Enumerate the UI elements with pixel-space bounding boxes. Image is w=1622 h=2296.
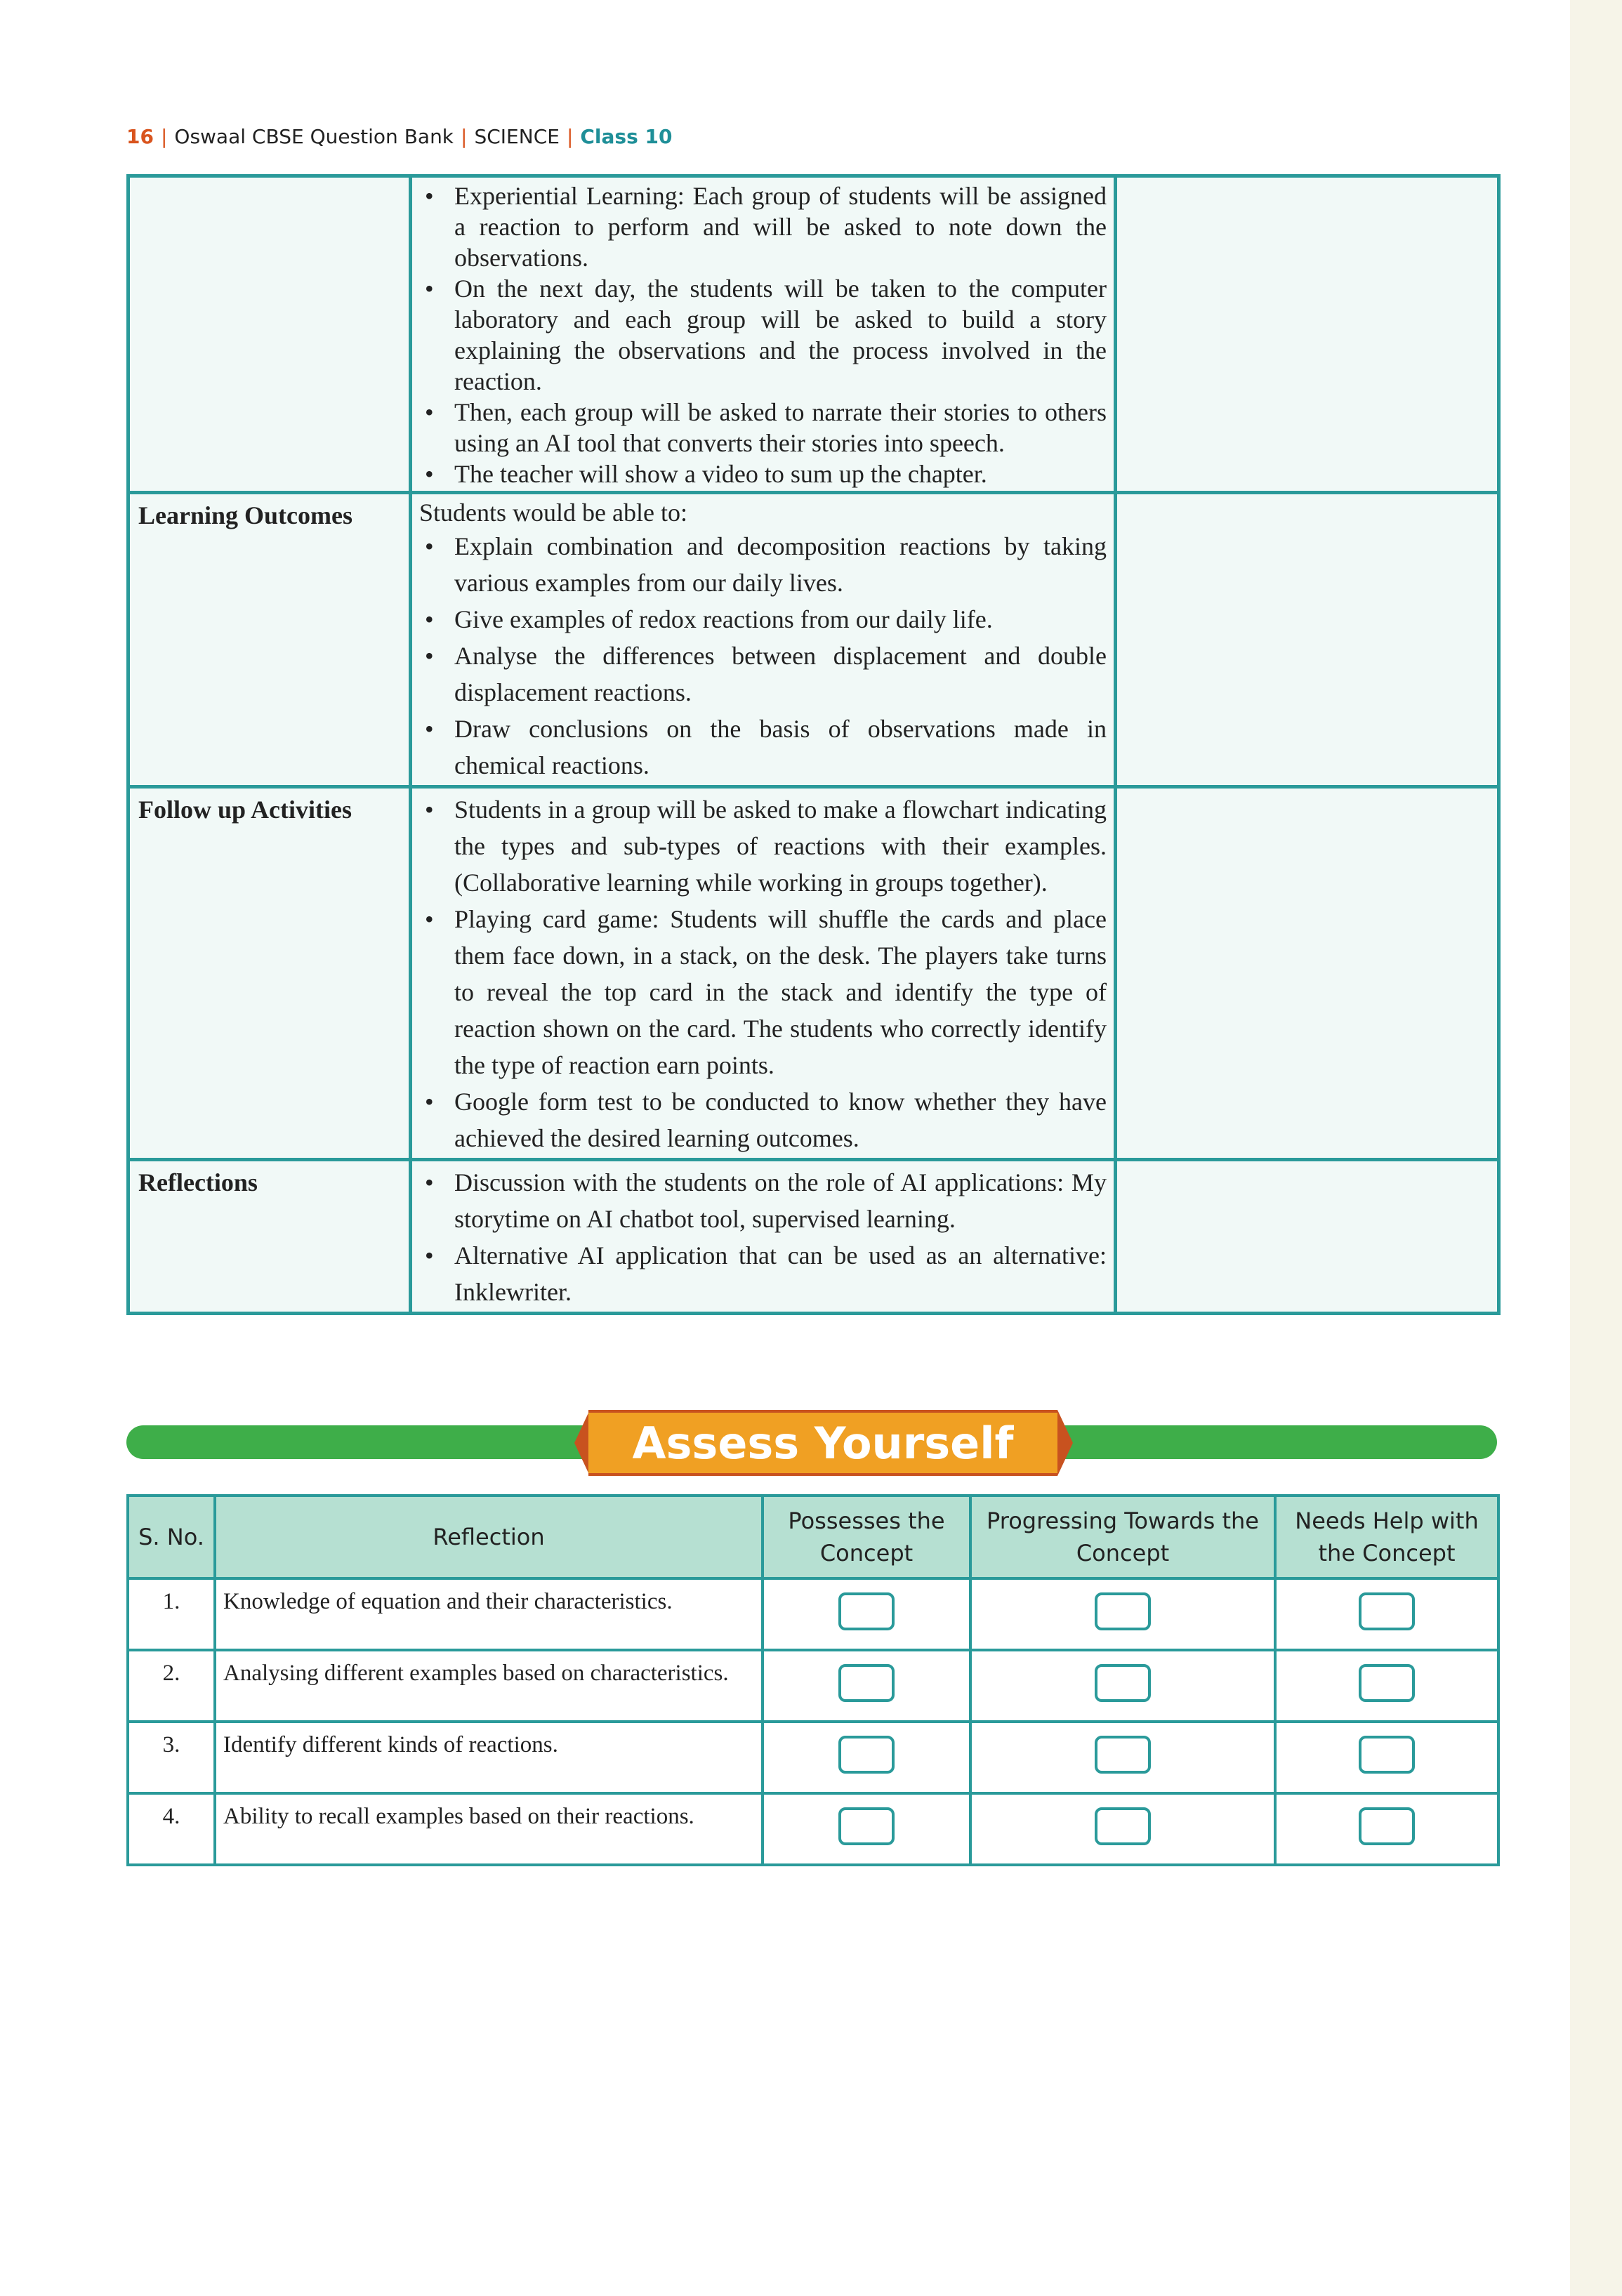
empty-cell [1116,176,1499,493]
row-content [411,787,1116,1160]
page-edge-strip [1570,0,1622,2296]
header-separator: | [566,124,574,148]
class-label: Class 10 [580,124,673,148]
bullet-item: • Alternative AI application that can be used as an alternative: Inklewriter. [419,1237,1107,1310]
bullet-item: • Experiential Learning: Each group of students will be assigned a reaction to perform and will be asked to note down the observations. [419,180,1107,273]
bullet-item: • Analyse the differences between displacement and double displacement reactions. [419,638,1107,711]
header-separator: | [461,124,468,148]
checkbox[interactable] [838,1592,895,1630]
cell-possesses [763,1650,970,1722]
bullet-list [419,791,1107,1156]
header-separator: | [160,124,168,148]
checkbox[interactable] [838,1664,895,1702]
checkbox[interactable] [1359,1736,1415,1774]
bullet-item: • Playing card game: Students will shuffle the cards and place them face down, in a stack, on the desk. The players take turns to reveal the top card in the stack and identify the type of reaction shown on the card. The students who correctly identify the type of reaction earn points. [419,901,1107,1083]
subject-label: SCIENCE [474,124,560,148]
bullet-item: • Discussion with the students on the role of AI applications: My storytime on AI chatbot tool, supervised learning. [419,1164,1107,1237]
cell-needs-help [1275,1650,1498,1722]
row-content [411,1160,1116,1314]
table-row [128,1793,1498,1865]
empty-cell [1116,493,1499,787]
checkbox[interactable] [838,1736,895,1774]
assess-header-row [128,1496,1498,1578]
checkbox[interactable] [1359,1592,1415,1630]
bullet-item: • Google form test to be conducted to know whether they have achieved the desired learning outcomes. [419,1083,1107,1156]
cell-progressing [970,1793,1275,1865]
bullet-item: • Give examples of redox reactions from our daily life. [419,601,1107,638]
row-reflection: Knowledge of equation and their characteristics. [215,1578,763,1650]
cell-possesses [763,1722,970,1793]
cell-possesses [763,1578,970,1650]
row-content [411,493,1116,787]
bullet-item: • Draw conclusions on the basis of observations made in chemical reactions. [419,711,1107,784]
row-content [411,176,1116,493]
table-row [128,1650,1498,1722]
col-header-reflection: Reflection [215,1496,763,1578]
checkbox[interactable] [1359,1807,1415,1845]
bullet-item: • Students in a group will be asked to make a flowchart indicating the types and sub-types of reactions with their examples. (Collaborative learning while working in groups together). [419,791,1107,901]
table-row [128,1578,1498,1650]
cell-possesses [763,1793,970,1865]
bullet-item: • Then, each group will be asked to narrate their stories to others using an AI tool that converts their stories into speech. [419,397,1107,458]
checkbox[interactable] [1095,1807,1151,1845]
row-intro: Students would be able to: [419,499,687,527]
row-reflection: Identify different kinds of reactions. [215,1722,763,1793]
row-heading: Learning Outcomes [128,493,411,787]
row-heading: Follow up Activities [128,787,411,1160]
empty-cell [1116,1160,1499,1314]
plan-row-learning-outcomes [128,493,1499,787]
bullet-item: • On the next day, the students will be taken to the computer laboratory and each group will be asked to build a story explaining the observations and the process involved in the reaction. [419,273,1107,397]
banner-ribbon-left [574,1410,590,1476]
plan-row-activities [128,176,1499,493]
bullet-item: • Explain combination and decomposition reactions by taking various examples from our daily lives. [419,528,1107,601]
col-header-possesses: Possesses the Concept [763,1496,970,1578]
banner-ribbon-right [1057,1410,1073,1476]
cell-needs-help [1275,1793,1498,1865]
row-number: 4. [128,1793,215,1865]
empty-cell [1116,787,1499,1160]
bullet-list [419,180,1107,489]
row-reflection: Analysing different examples based on characteristics. [215,1650,763,1722]
book-title: Oswaal CBSE Question Bank [174,124,454,148]
checkbox[interactable] [1359,1664,1415,1702]
table-row [128,1722,1498,1793]
cell-needs-help [1275,1578,1498,1650]
page-header [126,122,672,150]
assess-yourself-title: Assess Yourself [588,1410,1057,1476]
cell-progressing [970,1722,1275,1793]
row-heading [128,176,411,493]
cell-progressing [970,1650,1275,1722]
checkbox[interactable] [838,1807,895,1845]
lesson-plan-table [126,174,1501,1315]
row-number: 2. [128,1650,215,1722]
page-number: 16 [126,124,154,148]
row-number: 3. [128,1722,215,1793]
checkbox[interactable] [1095,1664,1151,1702]
bullet-list [419,1164,1107,1310]
cell-needs-help [1275,1722,1498,1793]
col-header-progressing: Progressing Towards the Concept [970,1496,1275,1578]
row-number: 1. [128,1578,215,1650]
assess-yourself-table [126,1494,1500,1866]
cell-progressing [970,1578,1275,1650]
bullet-list [419,528,1107,784]
plan-row-follow-up [128,787,1499,1160]
row-heading: Reflections [128,1160,411,1314]
row-reflection: Ability to recall examples based on their reactions. [215,1793,763,1865]
plan-row-reflections [128,1160,1499,1314]
col-header-sno: S. No. [128,1496,215,1578]
checkbox[interactable] [1095,1736,1151,1774]
checkbox[interactable] [1095,1592,1151,1630]
bullet-item: • The teacher will show a video to sum up the chapter. [419,458,1107,489]
col-header-needs-help: Needs Help with the Concept [1275,1496,1498,1578]
